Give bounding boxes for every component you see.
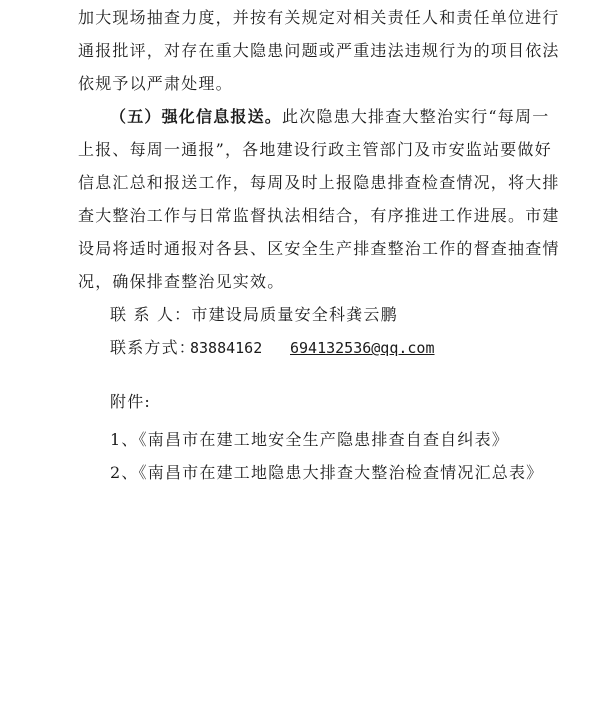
paragraph-line: 上报、每周一通报”，各地建设行政主管部门及市安监站要做好 (78, 140, 552, 159)
paragraph-line: 依规予以严肃处理。 (78, 74, 233, 93)
contact-method-line (110, 338, 196, 358)
paragraph-line: 加大现场抽查力度，并按有关规定对相关责任人和责任单位进行 (78, 8, 560, 27)
contact-phone: 83884162 (190, 339, 263, 357)
contact-person-value: 市建设局质量安全科龚云鹏 (191, 305, 398, 324)
attachments-label: 附件: (110, 392, 151, 411)
contact-email-link[interactable]: 694132536@qq.com (290, 339, 435, 357)
paragraph-line: 况，确保排查整治见实效。 (78, 272, 285, 291)
contact-person-line (110, 305, 398, 325)
paragraph-line: 查大整治工作与日常监督执法相结合，有序推进工作进展。市建 (78, 206, 560, 225)
attachment-item-2: 2、《南昌市在建工地隐患大排查大整治检查情况汇总表》 (110, 463, 544, 482)
paragraph-text: 此次隐患大排查大整治实行“每周一 (282, 107, 550, 126)
attachment-item-1: 1、《南昌市在建工地安全生产隐患排查自查自纠表》 (110, 430, 509, 449)
contact-person-label: 联 系 人： (110, 305, 192, 324)
section-five-line (110, 107, 549, 127)
section-heading: （五）强化信息报送。 (110, 107, 283, 126)
paragraph-line: 信息汇总和报送工作，每周及时上报隐患排查检查情况，将大排 (78, 173, 560, 192)
contact-method-label: 联系方式： (110, 338, 197, 357)
paragraph-line: 通报批评，对存在重大隐患问题或严重违法违规行为的项目依法 (78, 41, 560, 60)
paragraph-line: 设局将适时通报对各县、区安全生产排查整治工作的督查抽查情 (78, 239, 560, 258)
